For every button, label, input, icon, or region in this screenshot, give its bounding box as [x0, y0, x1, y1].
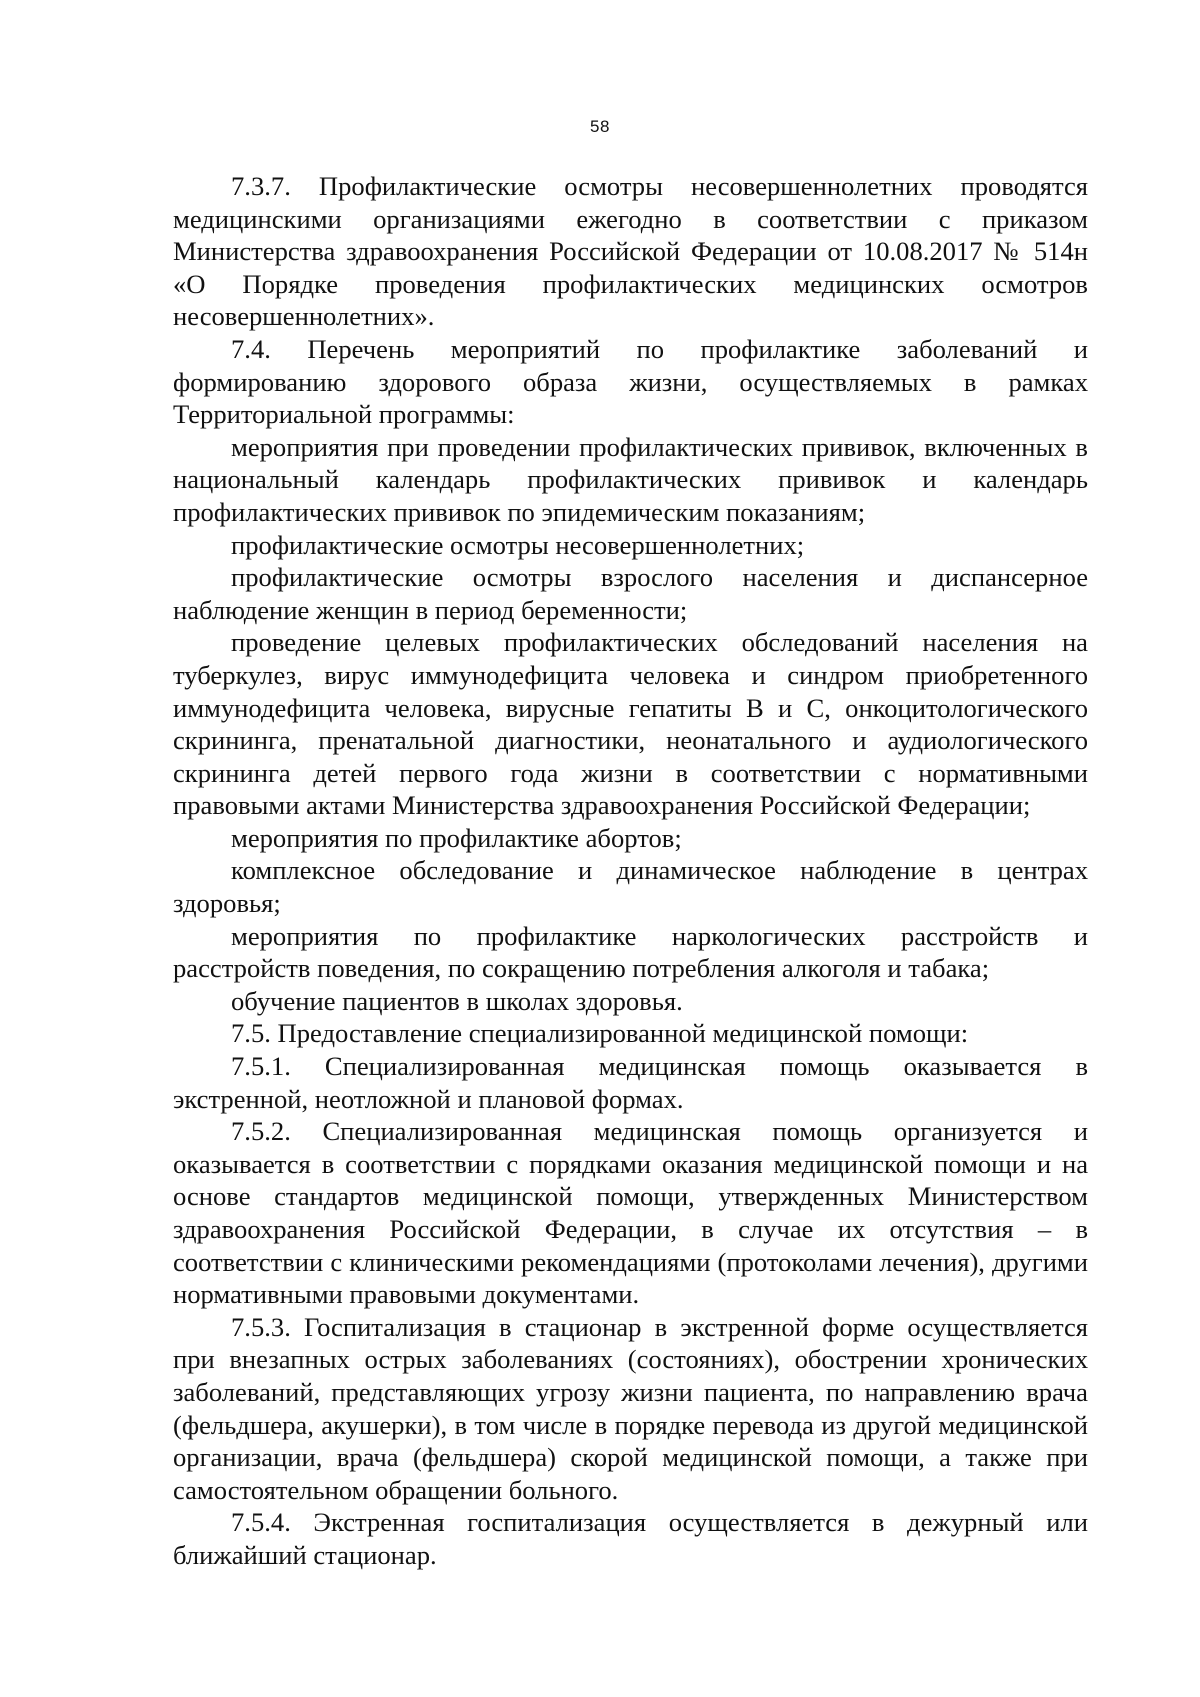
paragraph-7-5-3: 7.5.3. Госпитализация в стационар в экстренной форме осуществляется при внезапных острых заболеваниях (состояниях), обострении хронических заболеваний, представляющих угрозу жизни пациента, по направлению врача (фельдшера, акушерки), в том числе в порядке перевода из другой медицинской организации, врача (фельдшера) скорой медицинской помощи, а также при самостоятельном обращении больного.: [173, 1311, 1088, 1505]
paragraph-7-3-7: 7.3.7. Профилактические осмотры несовершеннолетних проводятся медицинскими организациями ежегодно в соответствии с приказом Министерства здравоохранения Российской Федерации от 10.08.2017 № 514н «О Порядке проведения профилактических медицинских осмотров несовершеннолетних».: [173, 171, 1088, 332]
paragraph-7-5: 7.5. Предоставление специализированной медицинской помощи:: [231, 1018, 969, 1049]
list-item-abortion-prevention: мероприятия по профилактике абортов;: [231, 822, 682, 853]
list-item-narcology: мероприятия по профилактике наркологических расстройств и расстройств поведения, по сокращению потребления алкоголя и табака;: [173, 920, 1088, 984]
list-item-adult-checkups: профилактические осмотры взрослого населения и диспансерное наблюдение женщин в период беременности;: [173, 562, 1088, 625]
list-item-minor-checkups: профилактические осмотры несовершеннолетних;: [231, 529, 805, 560]
list-item-vaccinations: мероприятия при проведении профилактических прививок, включенных в национальный календарь профилактических прививок и календарь профилактических прививок по эпидемическим показаниям;: [173, 431, 1088, 527]
paragraph-7-4: 7.4. Перечень мероприятий по профилактике заболеваний и формированию здорового образа жизни, осуществляемых в рамках Территориальной программы:: [173, 333, 1088, 430]
paragraph-7-5-1: 7.5.1. Специализированная медицинская помощь оказывается в экстренной, неотложной и плановой формах.: [173, 1051, 1088, 1114]
list-item-health-centers: комплексное обследование и динамическое наблюдение в центрах здоровья;: [173, 855, 1088, 919]
list-item-screenings: проведение целевых профилактических обследований населения на туберкулез, вирус иммунодефицита человека и синдром приобретенного иммунодефицита человека, вирусные гепатиты В и С, онкоцитологического скрининга, пренатальной диагностики, неонатального и аудиологического скрининга детей первого года жизни в соответствии с нормативными правовыми актами Министерства здравоохранения Российской Федерации;: [173, 627, 1088, 821]
document-body: [173, 170, 1088, 1572]
paragraph-7-5-2: 7.5.2. Специализированная медицинская помощь организуется и оказывается в соответствии с порядками оказания медицинской помощи и на основе стандартов медицинской помощи, утвержденных Министерством здравоохранения Российской Федерации, в случае их отсутствия – в соответствии с клиническими рекомендациями (протоколами лечения), другими нормативными правовыми документами.: [173, 1116, 1088, 1310]
page-number: 58: [590, 117, 610, 136]
paragraph-7-5-4: 7.5.4. Экстренная госпитализация осуществляется в дежурный или ближайший стационар.: [173, 1507, 1088, 1570]
list-item-health-schools: обучение пациентов в школах здоровья.: [231, 985, 683, 1016]
